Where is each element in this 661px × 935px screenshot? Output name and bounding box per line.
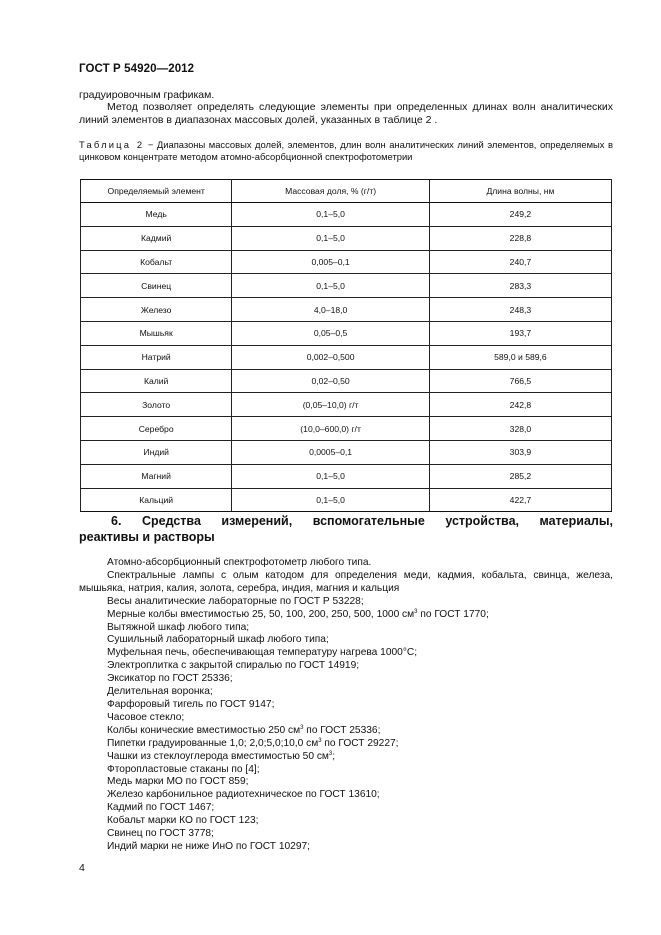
element-cell: Свинец [81, 274, 232, 298]
document-header: ГОСТ Р 54920—2012 [79, 63, 195, 75]
list-item: Муфельная печь, обеспечивающая температуру нагрева 1000°С; [107, 647, 418, 659]
table-row [81, 345, 612, 369]
element-cell: Кобальт [81, 250, 232, 274]
table-row [81, 393, 612, 417]
table-header-row [81, 180, 612, 203]
mass-fraction-cell: 4,0–18,0 [232, 298, 430, 322]
column-header: Определяемый элемент [81, 180, 232, 203]
column-header: Длина волны, нм [429, 180, 611, 203]
element-cell: Магний [81, 464, 232, 488]
list-item: Кобальт марки КО по ГОСТ 123; [107, 815, 259, 827]
intro-paragraph: Метод позволяет определять следующие элементы при определенных длинах волн аналитических линий элементов в диапазонах массовых долей, указанных в таблице 2 . [79, 101, 613, 126]
wavelength-cell: 228,8 [429, 226, 611, 250]
element-cell: Серебро [81, 417, 232, 441]
list-item: Медь марки МО по ГОСТ 859; [107, 776, 249, 788]
wavelength-cell: 240,7 [429, 250, 611, 274]
element-cell: Натрий [81, 345, 232, 369]
mass-fraction-cell: 0,1–5,0 [232, 464, 430, 488]
list-item: Мерные колбы вместимостью 25, 50, 100, 200, 250, 500, 1000 $см^3$ по ГОСТ 1770; [107, 608, 489, 620]
list-item: Сушильный лабораторный шкаф любого типа; [107, 634, 329, 646]
mass-fraction-cell: 0,1–5,0 [232, 203, 430, 227]
wavelength-cell: 328,0 [429, 417, 611, 441]
wavelength-cell: 283,3 [429, 274, 611, 298]
list-item: Чашки из стеклоуглерода вместимостью 50 $см^3$; [107, 750, 336, 762]
wavelength-cell: 242,8 [429, 393, 611, 417]
list-item: Фарфоровый тигель по ГОСТ 9147; [107, 698, 275, 710]
page-number: 4 [79, 862, 85, 874]
list-item: Электроплитка с закрытой спиралью по ГОСТ 14919; [107, 660, 360, 672]
table-caption [79, 139, 613, 163]
column-header: Массовая доля, % (г/т) [232, 180, 430, 203]
equipment-list [79, 557, 613, 854]
table-row [81, 440, 612, 464]
list-item: Часовое стекло; [107, 711, 185, 723]
list-item: Свинец по ГОСТ 3778; [107, 828, 214, 840]
wavelength-cell: 766,5 [429, 369, 611, 393]
table-row [81, 274, 612, 298]
table-row [81, 417, 612, 441]
list-item: Эксикатор по ГОСТ 25336; [107, 673, 233, 685]
wavelength-cell: 248,3 [429, 298, 611, 322]
table-row [81, 298, 612, 322]
list-item: Индий марки не ниже ИнО по ГОСТ 10297; [107, 840, 310, 852]
element-cell: Кальций [81, 488, 232, 512]
table-row [81, 226, 612, 250]
wavelength-cell: 303,9 [429, 440, 611, 464]
element-cell: Золото [81, 393, 232, 417]
wavelength-cell: 285,2 [429, 464, 611, 488]
list-item: Фторопластовые стаканы по [4]; [107, 763, 260, 775]
list-item: Кадмий по ГОСТ 1467; [107, 802, 215, 814]
table-label: Таблица 2 [79, 139, 145, 150]
list-item: Железо карбонильное радиотехническое по ГОСТ 13610; [107, 789, 380, 801]
wavelength-cell: 193,7 [429, 321, 611, 345]
list-item: Колбы конические вместимостью 250 $см^3$ по ГОСТ 25336; [107, 724, 381, 736]
element-ranges-table [80, 179, 612, 512]
element-cell: Индий [81, 440, 232, 464]
mass-fraction-cell: 0,005–0,1 [232, 250, 430, 274]
table-caption-text: − Диапазоны массовых долей, элементов, длин волн аналитических линий элементов, определяемых в цинковом концентрате методом атомно-абсорбционной спектрофотометрии [79, 139, 613, 162]
mass-fraction-cell: 0,1–5,0 [232, 488, 430, 512]
wavelength-cell: 589,0 и 589,6 [429, 345, 611, 369]
section-title-line2: реактивы и растворы [79, 530, 215, 544]
mass-fraction-cell: 0,1–5,0 [232, 274, 430, 298]
list-item: Пипетки градуированные 1,0; 2,0;5,0;10,0 $см^3$ по ГОСТ 29227; [107, 737, 399, 749]
list-item: Спектральные лампы с олым катодом для определения меди, кадмия, кобальта, свинца, железа, мышьяка, натрия, калия, золота, серебра, индия, магния и кальция [79, 569, 613, 594]
list-item: Вытяжной шкаф любого типа; [107, 621, 250, 633]
section-title-line1: Средства измерений, вспомогательные устройства, материалы, [141, 514, 613, 528]
mass-fraction-cell: 0,05–0,5 [232, 321, 430, 345]
table-row [81, 203, 612, 227]
mass-fraction-cell: 0,02–0,50 [232, 369, 430, 393]
list-item: Атомно-абсорбционный спектрофотометр любого типа. [107, 557, 372, 568]
list-item: Весы аналитические лабораторные по ГОСТ Р 53228; [107, 595, 364, 607]
element-cell: Медь [81, 203, 232, 227]
element-cell: Железо [81, 298, 232, 322]
wavelength-cell: 422,7 [429, 488, 611, 512]
intro-line: градуировочным графикам. [79, 89, 215, 101]
table-row [81, 488, 612, 512]
wavelength-cell: 249,2 [429, 203, 611, 227]
section-number: 6. [111, 514, 122, 528]
mass-fraction-cell: (0,05–10,0) г/т [232, 393, 430, 417]
element-cell: Мышьяк [81, 321, 232, 345]
mass-fraction-cell: 0,1–5,0 [232, 226, 430, 250]
mass-fraction-cell: (10,0–600,0) г/т [232, 417, 430, 441]
table-row [81, 369, 612, 393]
list-item: Делительная воронка; [107, 686, 213, 698]
mass-fraction-cell: 0,0005–0,1 [232, 440, 430, 464]
table-row [81, 250, 612, 274]
element-cell: Калий [81, 369, 232, 393]
table-row [81, 464, 612, 488]
mass-fraction-cell: 0,002–0,500 [232, 345, 430, 369]
element-cell: Кадмий [81, 226, 232, 250]
table-row [81, 321, 612, 345]
section-heading [79, 513, 613, 545]
